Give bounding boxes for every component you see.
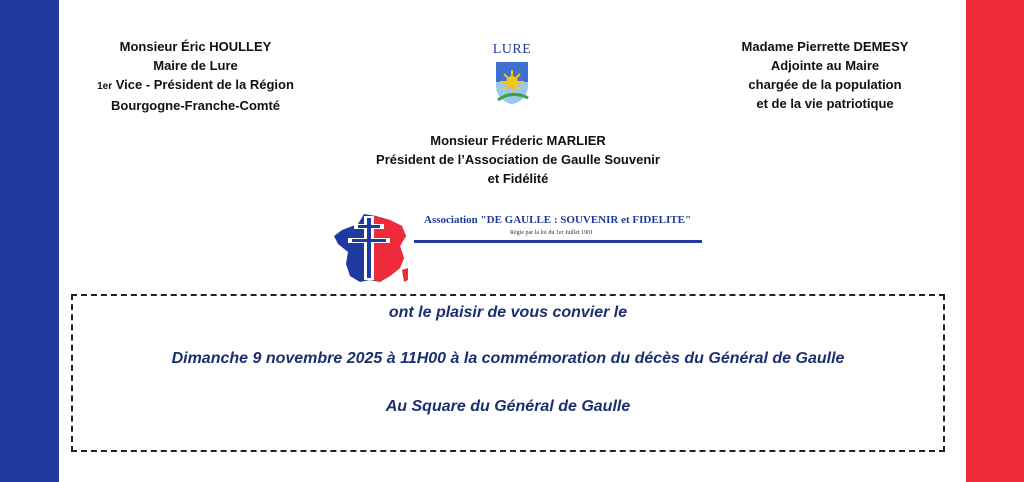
invitation-date-event: Dimanche 9 novembre 2025 à 11H00 à la commémoration du décès du Général de Gaulle — [171, 350, 845, 367]
host-deputy-role-detail: et de la vie patriotique — [756, 96, 894, 111]
invitation-intro: ont le plaisir de vous convier le — [388, 304, 628, 321]
host-association-block — [340, 131, 696, 188]
france-map-cross-of-lorraine-icon — [330, 210, 412, 286]
host-association-name: Monsieur Fréderic MARLIER — [430, 133, 606, 148]
flag-red-band — [966, 0, 1024, 482]
host-mayor-block — [68, 37, 323, 115]
host-mayor-title: Maire de Lure — [153, 58, 238, 73]
ordinal-superscript: 1er — [97, 81, 113, 92]
host-mayor-name: Monsieur Éric HOULLEY — [119, 39, 272, 54]
invitation-box — [71, 294, 945, 452]
host-mayor-region-role — [68, 75, 323, 96]
host-deputy-name: Madame Pierrette DEMESY — [741, 39, 909, 54]
host-association-title-end: et Fidélité — [487, 171, 549, 186]
host-mayor-region: Bourgogne-Franche-Comté — [111, 98, 280, 113]
host-deputy-block — [702, 37, 948, 113]
flag-blue-band — [0, 0, 59, 482]
lure-logo — [484, 42, 542, 108]
host-association-title: Président de l’Association de Gaulle Souvenir — [376, 152, 660, 167]
invitation-location: Au Square du Général de Gaulle — [385, 398, 631, 415]
host-deputy-role: chargée de la population — [748, 77, 902, 92]
host-deputy-title: Adjointe au Maire — [770, 58, 880, 73]
association-banner — [330, 208, 720, 290]
association-legal-status: Régie par la loi du 1er Juillet 1901 — [510, 230, 594, 236]
lure-coat-of-arms-icon — [494, 60, 530, 106]
region-role-text: Vice - Président de la Région — [112, 77, 294, 92]
association-underline — [414, 240, 702, 243]
association-name: Association "DE GAULLE : SOUVENIR et FIDELITE" — [424, 214, 692, 226]
lure-logo-text: LURE — [492, 42, 532, 57]
